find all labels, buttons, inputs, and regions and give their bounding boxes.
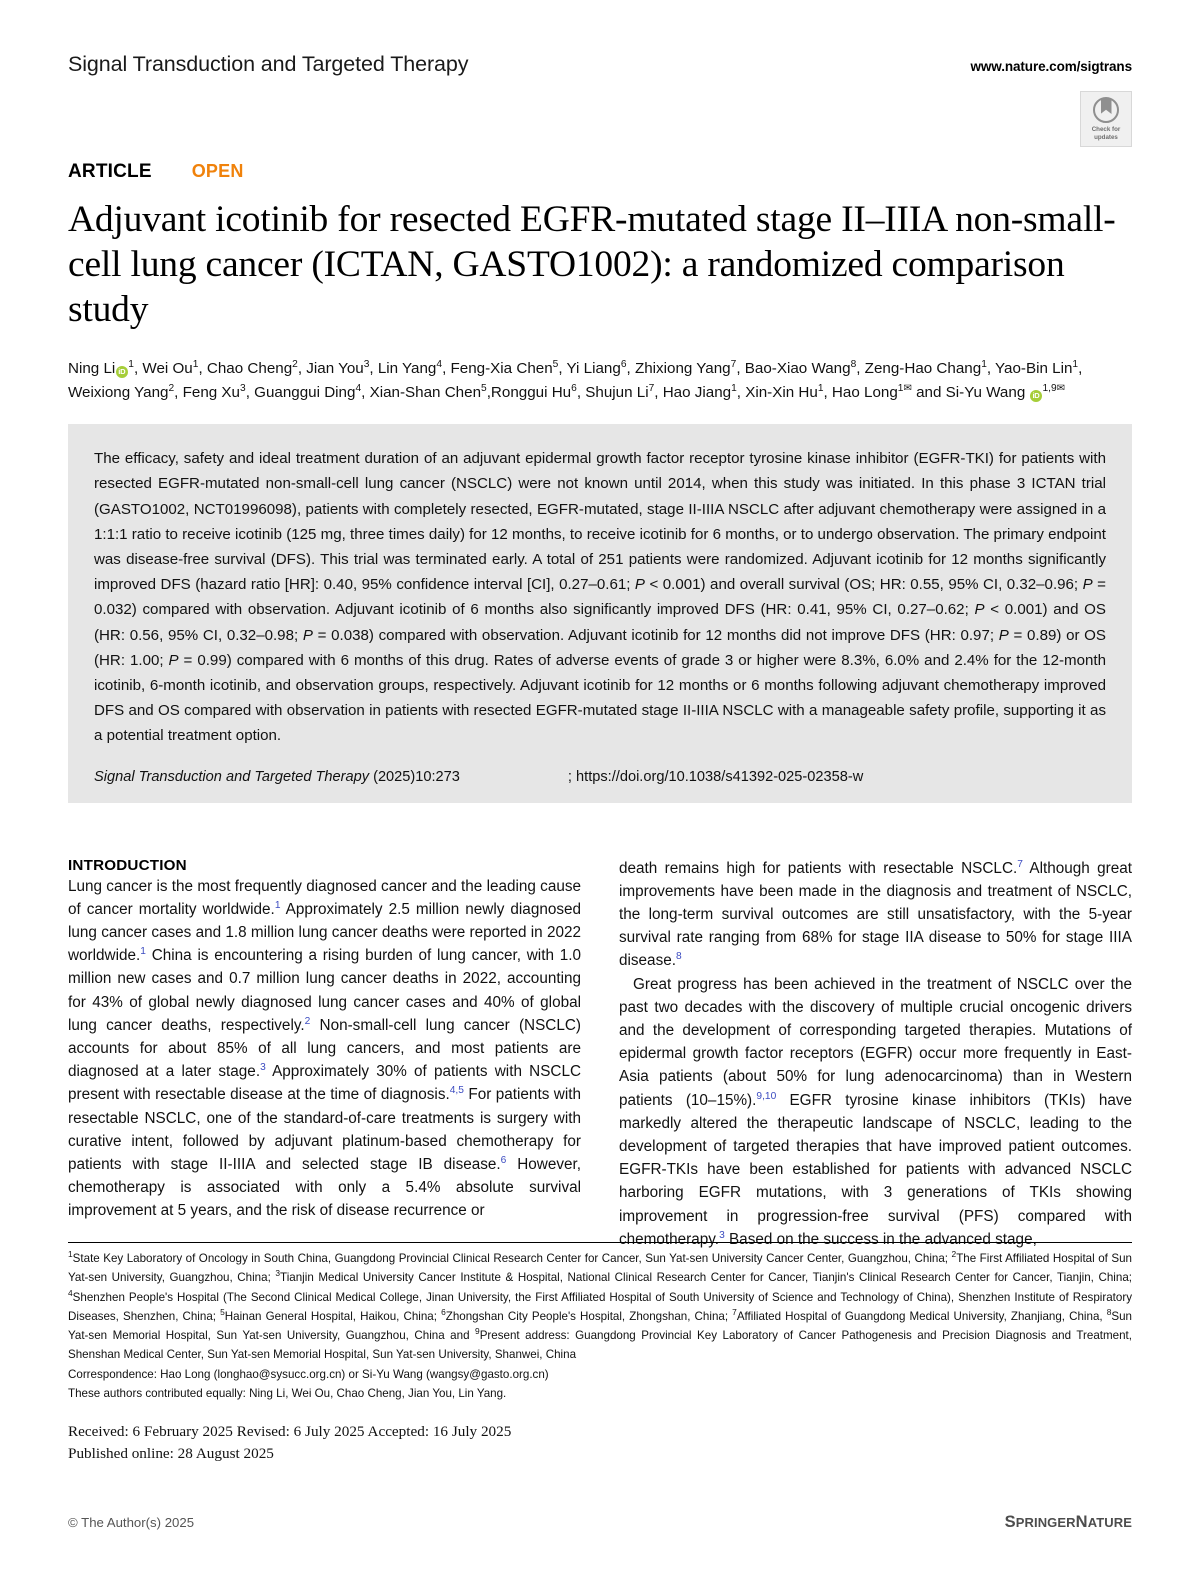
body-columns — [68, 857, 1132, 1251]
citation-line — [94, 769, 1106, 785]
journal-name: Signal Transduction and Targeted Therapy — [68, 52, 469, 76]
page-title: Adjuvant icotinib for resected EGFR-mutated stage II–IIIA non-small-cell lung cancer (ICTAN, GASTO1002): a randomized comparison study — [68, 199, 1116, 330]
abstract-text: The efficacy, safety and ideal treatment duration of an adjuvant epidermal growth factor receptor tyrosine kinase inhibitor (EGFR-TKI) for patients with resected EGFR-mutated non-small-cell lung cancer (NSCLC) were not known until 2014, when this study was initiated. In this phase 3 ICTAN trial (GASTO1002, NCT01996098), patients with completely resected, EGFR-mutated, stage II-IIIA NSCLC after adjuvant chemotherapy were assigned in a 1:1:1 ratio to receive icotinib (125 mg, three times daily) for 12 months, to receive icotinib for 6 months, or to undergo observation. The primary endpoint was disease-free survival (DFS). This trial was terminated early. A total of 251 patients were randomized. Adjuvant icotinib for 12 months significantly improved DFS (hazard ratio [HR]: 0.40, 95% confidence interval [CI], 0.27–0.61; P < 0.001) and overall survival (OS; HR: 0.55, 95% CI, 0.32–0.96; P = 0.032) compared with observation. Adjuvant icotinib of 6 months also significantly improved DFS (HR: 0.41, 95% CI, 0.27–0.62; P < 0.001) and OS (HR: 0.56, 95% CI, 0.32–0.98; P = 0.038) compared with observation. Adjuvant icotinib for 12 months did not improve DFS (HR: 0.97; P = 0.89) or OS (HR: 1.00; P = 0.99) compared with 6 months of this drug. Rates of adverse events of grade 3 or higher were 8.3%, 6.0% and 2.4% for the 12-month icotinib, 6-month icotinib, and observation groups, respectively. Adjuvant icotinib for 12 months or 6 months following adjuvant chemotherapy improved DFS and OS compared with observation in patients with resected EGFR-mutated stage II-IIIA NSCLC with a manageable safety profile, supporting it as a potential treatment option. — [94, 450, 1106, 745]
author-list: Ning Li $iD^1$, Wei Ou$^1$, Chao Cheng$^2$, Jian You$^3$, Lin Yang$^4$, Feng-Xia Chen$^5$, Yi Liang$^6$, Zhixiong Yang$^7$, Bao-Xiao Wang$^8$, Zeng-Hao Chang$^1$, Yao-Bin Lin$^1$, Weixiong Yang$^2$, Feng Xu$^3$, Guanggui Ding$^4$, Xian-Shan Chen$^5$,Ronggui Hu$^6$, Shujun Li$^7$, Hao Jiang$^1$, Xin-Xin Hu$^1$, Hao Long$^{1✉}$ and Si-Yu Wang $iD^{1,9✉}$ — [68, 359, 1083, 401]
correspondence[interactable]: Correspondence: Hao Long (longhao@sysucc.org.cn) or Si-Yu Wang (wangsy@gasto.org.cn) — [68, 1367, 549, 1381]
crossmark-icon — [1093, 97, 1119, 123]
equal-contribution-note: These authors contributed equally: Ning Li, Wei Ou, Chao Cheng, Jian You, Lin Yang. — [68, 1387, 507, 1401]
article-dates — [68, 1421, 1132, 1465]
article-kicker — [68, 161, 1132, 183]
copyright-notice: © The Author(s) 2025 — [68, 1515, 195, 1530]
page-footer — [68, 1513, 1132, 1532]
open-access-badge: OPEN — [191, 161, 244, 181]
introduction-left-text: Lung cancer is the most frequently diagnosed cancer and the leading cause of cancer mortality worldwide.$^1$ Approximately 2.5 million newly diagnosed lung cancer cases and 1.8 million lung cancer deaths were reported in 2022 worldwide.$^1$ China is encountering a rising burden of lung cancer, with 1.0 million new cases and 0.7 million lung cancer deaths in 2022, accounting for 43% of global newly diagnosed lung cancer cases and 40% of global lung cancer deaths, respectively.$^2$ Non-small-cell lung cancer (NSCLC) accounts for about 85% of all lung cancers, and most patients are diagnosed at a later stage.$^3$ Approximately 30% of patients with NSCLC present with resectable disease at the time of diagnosis.$^{4,5}$ For patients with resectable NSCLC, one of the standard-of-care treatments is surgery with curative intent, followed by adjuvant platinum-based chemotherapy for patients with stage II-IIIA and selected stage IB disease.$^6$ However, chemotherapy is associated with only a 5.4% absolute survival improvement at 5 years, and the risk of disease recurrence or — [68, 877, 582, 1220]
received-line: Received: 6 February 2025 Revised: 6 July 2025 Accepted: 16 July 2025 — [68, 1422, 512, 1440]
publisher-logo: SPRINGERNATURE — [1004, 1513, 1132, 1531]
crossmark-wrap — [68, 91, 1132, 149]
citation-volume: (2025)10:273 — [369, 768, 460, 785]
published-line: Published online: 28 August 2025 — [68, 1444, 274, 1462]
article-type-label: ARTICLE — [68, 161, 152, 182]
check-for-updates-badge[interactable] — [1080, 91, 1132, 147]
introduction-right-text: death remains high for patients with resectable NSCLC.$^7$ Although great improvements have been made in the diagnosis and treatment of NSCLC, the long-term survival outcomes are still unsatisfactory, with the 5-year survival rate ranging from 68% for stage IIA disease to 50% for stage IIIA disease.$^8$ Great progress has been achieved in the treatment of NSCLC over the past two decades with the discovery of multiple crucial oncogenic drivers and the development of corresponding targeted therapies. Mutations of epidermal growth factor receptors (EGFR) occur more frequently in East-Asia patients (about 50% for lung adenocarcinoma) than in Western patients (10–15%).$^{9,10}$ EGFR tyrosine kinase inhibitors (TKIs) have markedly altered the therapeutic landscape of NSCLC, leading to the development of targeted therapies that have improved patient outcomes. EGFR-TKIs have been established for patients with advanced NSCLC harboring EGFR mutations, with 3 generations of TKIs showing improvement in progression-free survival (PFS) compared with chemotherapy.$^3$ Based on the success in the advanced stage, — [619, 858, 1132, 1248]
citation-journal: Signal Transduction and Targeted Therapy (2025)10:273 — [94, 768, 460, 785]
journal-url[interactable]: www.nature.com/sigtrans — [970, 59, 1132, 74]
section-heading-introduction: INTRODUCTION — [68, 856, 187, 874]
citation-doi[interactable]: ; https://doi.org/10.1038/s41392-025-02358-w — [567, 768, 864, 785]
abstract-box — [68, 424, 1132, 802]
affiliations: $^1$State Key Laboratory of Oncology in South China, Guangdong Provincial Clinical Research Center for Cancer, Sun Yat-sen University Cancer Center, Guangzhou, China; $^2$The First Affiliated Hospital of Sun Yat-sen University, Guangzhou, China; $^3$Tianjin Medical University Cancer Institute & Hospital, National Clinical Research Center for Cancer, Tianjin's Clinical Research Center for Cancer, Tianjin, China; $^4$Shenzhen People's Hospital (The Second Clinical Medical College, Jinan University, the First Affiliated Hospital of South University of Science and Technology of China), Shenzhen Institute of Respiratory Diseases, Shenzhen, China; $^5$Hainan General Hospital, Haikou, China; $^6$Zhongshan City People's Hospital, Zhongshan, China; $^7$Affiliated Hospital of Guangdong Medical University, Zhanjiang, China, $^8$Sun Yat-sen Memorial Hospital, Sun Yat-sen University, Guangzhou, China and $^9$Present address: Guangdong Provincial Key Laboratory of Cancer Pathogenesis and Precision Diagnosis and Treatment, Shenshan Medical Center, Sun Yat-sen Memorial Hospital, Sun Yat-sen University, Shanwei, China — [68, 1249, 1133, 1362]
running-head — [68, 0, 1132, 77]
footnote-divider — [68, 1242, 1132, 1243]
crossmark-label-line1: Check for — [1091, 126, 1121, 133]
column-left — [68, 857, 581, 1251]
crossmark-label-line2: updates — [1094, 133, 1118, 141]
footnotes-block — [68, 1242, 1132, 1465]
column-right — [619, 857, 1132, 1251]
